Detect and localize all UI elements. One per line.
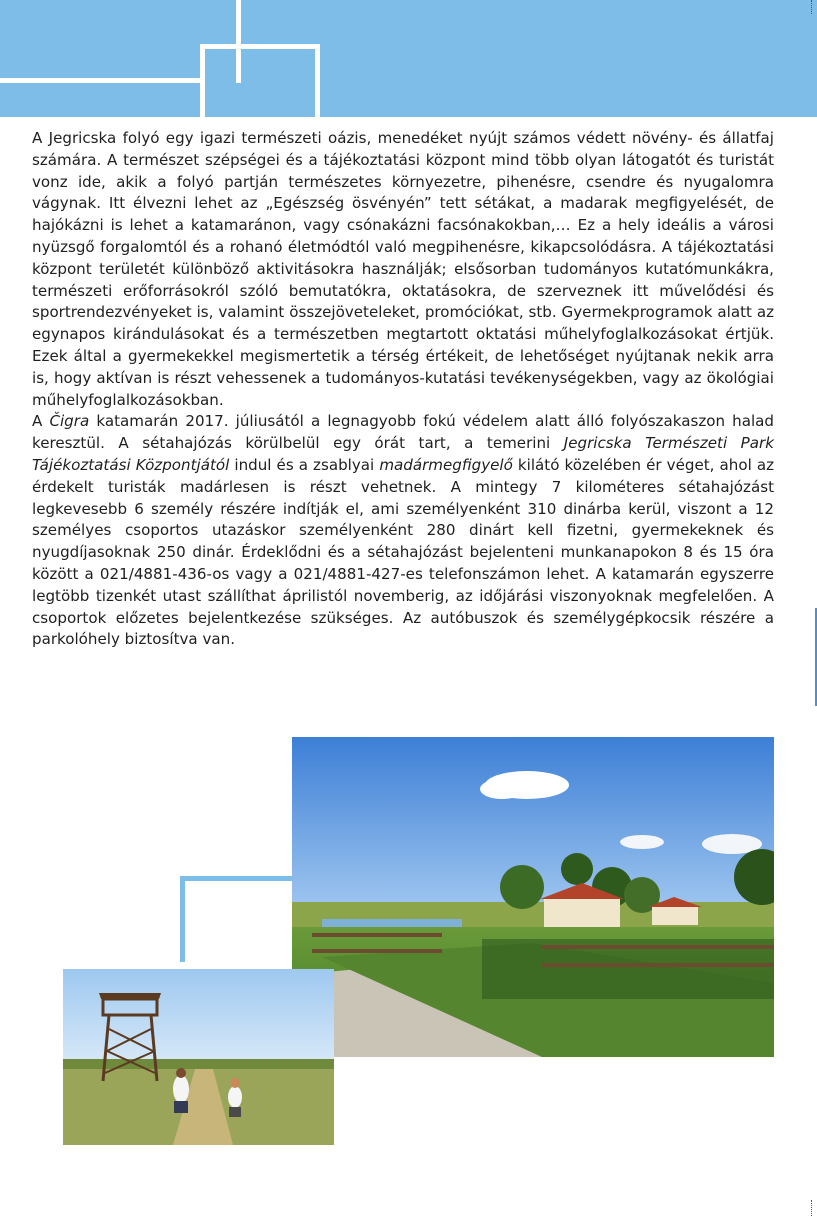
page-edge-dots (811, 0, 813, 14)
boat-name: Čigra (49, 412, 90, 431)
text-span: indul és a zsablyai (229, 455, 380, 474)
article-body (32, 128, 774, 651)
header-band (0, 0, 817, 117)
page-edge-dots (811, 1200, 813, 1216)
paragraph-1: A Jegricska folyó egy igazi természeti oázis, menedéket nyújt számos védett növény- és állatfaj számára. A természet szépségei és a tájékoztatási központ mind több olyan látogatót és turistát vonz ide, akik a folyó partján természetes környezetre, pihenésre, csendre és nyugalomra vágynak. Itt élvezni lehet az „Egészség ösvényén” tett sétákat, a madarak megfigyelését, de hajókázni is lehet a katamaránon, vagy csónakázni facsónakokban,… Ez a hely ideális a városi nyüzsgő forgalomtól és a rohanó életmódtól való megpihenésre, kikapcsolódásra. A tájékoztatási központ területét különböző aktivitásokra használják; elsősorban tudományos kutatómunkákra, természeti erőforrásokról szóló bemutatókra, oktatásokra, de szerveznek itt művelődési és sportrendezvényeket is, valamint összejöveteleket, promóciókat, stb. Gyermekprogramok alatt az egynapos kirándulásokat és a természetben megtartott oktatási műhelyfoglalkozásokat értjük. Ezek által a gyermekekkel megismertetik a térség értékeit, de lehetőséget nyújtanak nekik arra is, hogy aktívan is részt vehessenek a tudományos-kutatási tevékenységekben, vagy az ökológiai műhelyfoglalkozásokban. (32, 129, 774, 409)
header-deco-line (0, 78, 203, 83)
text-span: kilátó közelében ér véget, ahol az érdekelt turisták madárlesen is részt vehetnek. A mintegy 7 kilométeres sétahajózást legkevesebb 6 személy részére indítják el, ami személyenként 310 dinárba kerül, viszont a 12 személyes csoportos utazáskor személyenként 280 dinárt kell fizetni, gyermekeknek és nyugdíjasoknak 250 dinár. Érdeklődni és a sétahajózást bejelenteni munkanapokon 8 és 15 óra között a 021/4881-436-os vagy a 021/4881-427-es telefonszámon lehet. A katamarán egyszerre legtöbb tizenkét utast szállíthat áprilistól novemberig, az időjárási viszonyoknak megfelelően. A csoportok előzetes bejelentkezése szükséges. Az autóbuszok és személygépkocsik részére a parkolóhely biztosítva van. (32, 455, 774, 649)
text-span: A (32, 412, 50, 431)
header-deco-line (315, 44, 320, 117)
photo-frame-line (180, 876, 292, 881)
header-deco-line (200, 44, 205, 117)
lookout-tower-photo (63, 969, 334, 1145)
photo-frame-line (180, 876, 185, 962)
paragraph-2 (32, 411, 774, 651)
text-span: katamarán 2017. júliusától a legnagyobb fokú védelem alatt álló folyószakaszon halad keresztül. A sétahajózás körülbelül egy órát tart, a temerini (32, 412, 775, 453)
header-deco-line (236, 0, 241, 83)
park-name: Jegricska Természeti Park Tájékoztatási Központjától (32, 434, 774, 474)
visitor-center-photo (292, 737, 774, 1057)
lookout-name: madármegfigyelő (379, 455, 513, 474)
header-deco-line (200, 44, 320, 49)
